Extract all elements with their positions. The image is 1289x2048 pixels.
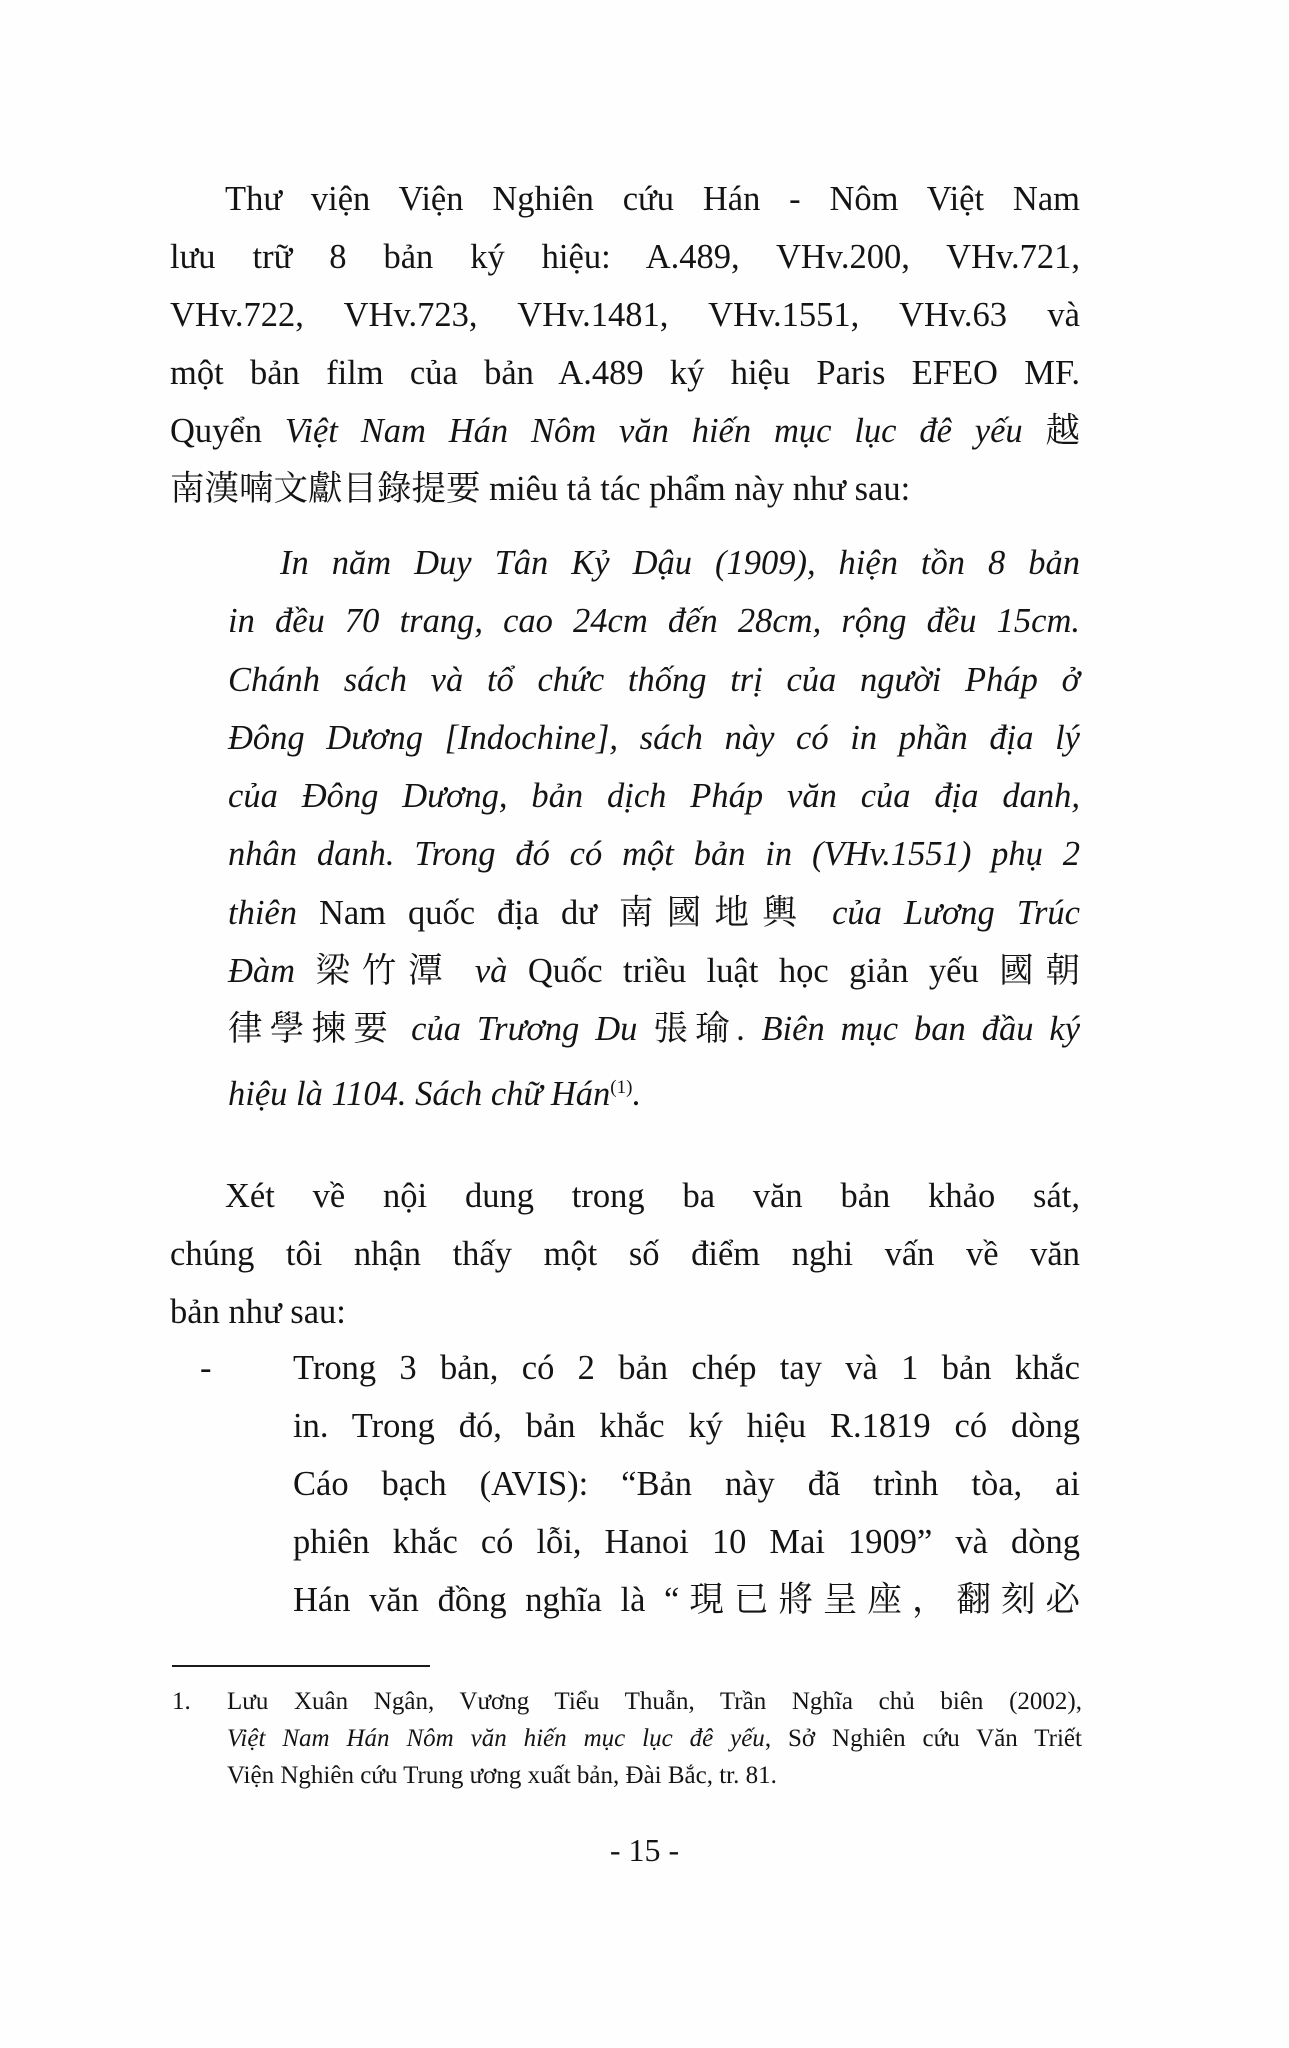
footnote-separator	[172, 1665, 430, 1667]
text-line: Thư viện Viện Nghiên cứu Hán - Nôm Việt Nam	[225, 180, 1080, 218]
list-item	[170, 1339, 1080, 1629]
text-run: thiên	[228, 893, 319, 932]
paragraph-observations	[170, 1167, 1080, 1341]
han-characters: 張瑜	[653, 1010, 737, 1049]
text-run: của Trương Du	[395, 1010, 654, 1049]
block-quote-catalog-description	[228, 534, 1080, 1123]
text-line: Hán văn đồng nghĩa là “現已將呈座，翻刻必	[293, 1581, 1080, 1619]
quote-line: In năm Duy Tân Kỷ Dậu (1909), hiện tồn 8 bản	[280, 544, 1080, 582]
text-run: miêu tả tác phẩm này như sau:	[480, 470, 911, 508]
text-line	[170, 460, 1080, 518]
bullet-list	[170, 1339, 1080, 1629]
text-line: in. Trong đó, bản khắc ký hiệu R.1819 có dòng	[293, 1407, 1080, 1445]
footnotes	[172, 1683, 1082, 1794]
text-run: Quyển	[170, 412, 285, 450]
text-line	[170, 402, 1080, 460]
text-run: .	[632, 1074, 642, 1113]
dash-bullet-icon: -	[200, 1349, 212, 1387]
text-line: chúng tôi nhận thấy một số điểm nghi vấn về văn	[170, 1235, 1080, 1273]
han-characters: 南漢喃文獻目錄提要	[170, 470, 481, 508]
text-run: . Biên mục ban đầu ký	[736, 1010, 1081, 1049]
footnote-reference-link[interactable]: (1)	[610, 1076, 633, 1098]
quote-line: Chánh sách và tổ chức thống trị của người Pháp ở	[228, 660, 1080, 699]
text-run: Đàm	[228, 952, 316, 991]
list-item-text	[293, 1339, 1080, 1629]
footnote-text	[227, 1683, 1082, 1794]
paragraph-library-holdings	[170, 170, 1080, 518]
text-line: VHv.722, VHv.723, VHv.1481, VHv.1551, VHv.63 và	[170, 296, 1080, 334]
quote-line: in đều 70 trang, cao 24cm đến 28cm, rộng đều 15cm.	[228, 602, 1080, 641]
page-number: - 15 -	[609, 1832, 680, 1868]
quote-line	[228, 884, 1080, 942]
han-characters: 梁竹潭	[315, 952, 455, 991]
quote-line: nhân danh. Trong đó có một bản in (VHv.1551) phụ 2	[228, 835, 1080, 874]
quote-line	[228, 1000, 1080, 1058]
quote-line: Đông Dương [Indochine], sách này có in phần địa lý	[228, 718, 1080, 757]
text-run: và	[454, 952, 528, 991]
text-line: bản như sau:	[170, 1293, 346, 1331]
text-line: lưu trữ 8 bản ký hiệu: A.489, VHv.200, VHv.721,	[170, 238, 1080, 276]
footnote-item	[172, 1683, 1082, 1794]
text-run: hiệu là 1104. Sách chữ Hán	[228, 1074, 611, 1113]
han-characters: 越	[1022, 412, 1081, 450]
book-title-italic: Việt Nam Hán Nôm văn hiến mục lục đê yếu	[227, 1725, 765, 1752]
quote-line: của Đông Dương, bản dịch Pháp văn của địa danh,	[228, 777, 1080, 816]
text-line: phiên khắc có lỗi, Hanoi 10 Mai 1909” và dòng	[293, 1523, 1080, 1561]
text-line: Viện Nghiên cứu Trung ương xuất bản, Đài Bắc, tr. 81.	[227, 1762, 777, 1789]
han-characters: 律學揀要	[228, 1010, 396, 1049]
text-line: một bản film của bản A.489 ký hiệu Paris EFEO MF.	[170, 354, 1080, 392]
text-line: Trong 3 bản, có 2 bản chép tay và 1 bản khắc	[293, 1349, 1080, 1387]
quote-line	[228, 942, 1080, 1000]
quote-line	[228, 1059, 1080, 1123]
book-title-upright: Quốc triều luật học giản yếu 國朝	[527, 952, 1080, 991]
book-title-italic: Việt Nam Hán Nôm văn hiến mục lục đê yếu	[284, 412, 1023, 450]
text-line: Lưu Xuân Ngân, Vương Tiểu Thuẫn, Trần Nghĩa chủ biên (2002),	[227, 1688, 1082, 1715]
text-line: Xét về nội dung trong ba văn bản khảo sát,	[225, 1177, 1080, 1215]
text-line: Cáo bạch (AVIS): “Bản này đã trình tòa, ai	[293, 1465, 1080, 1503]
book-title-upright: Nam quốc địa dư 南國地輿	[318, 893, 811, 932]
text-run: , Sở Nghiên cứu Văn Triết	[764, 1725, 1082, 1752]
footnote-number: 1.	[172, 1688, 191, 1715]
text-run: của Lương Trúc	[810, 893, 1080, 932]
text-line	[227, 1720, 1082, 1757]
